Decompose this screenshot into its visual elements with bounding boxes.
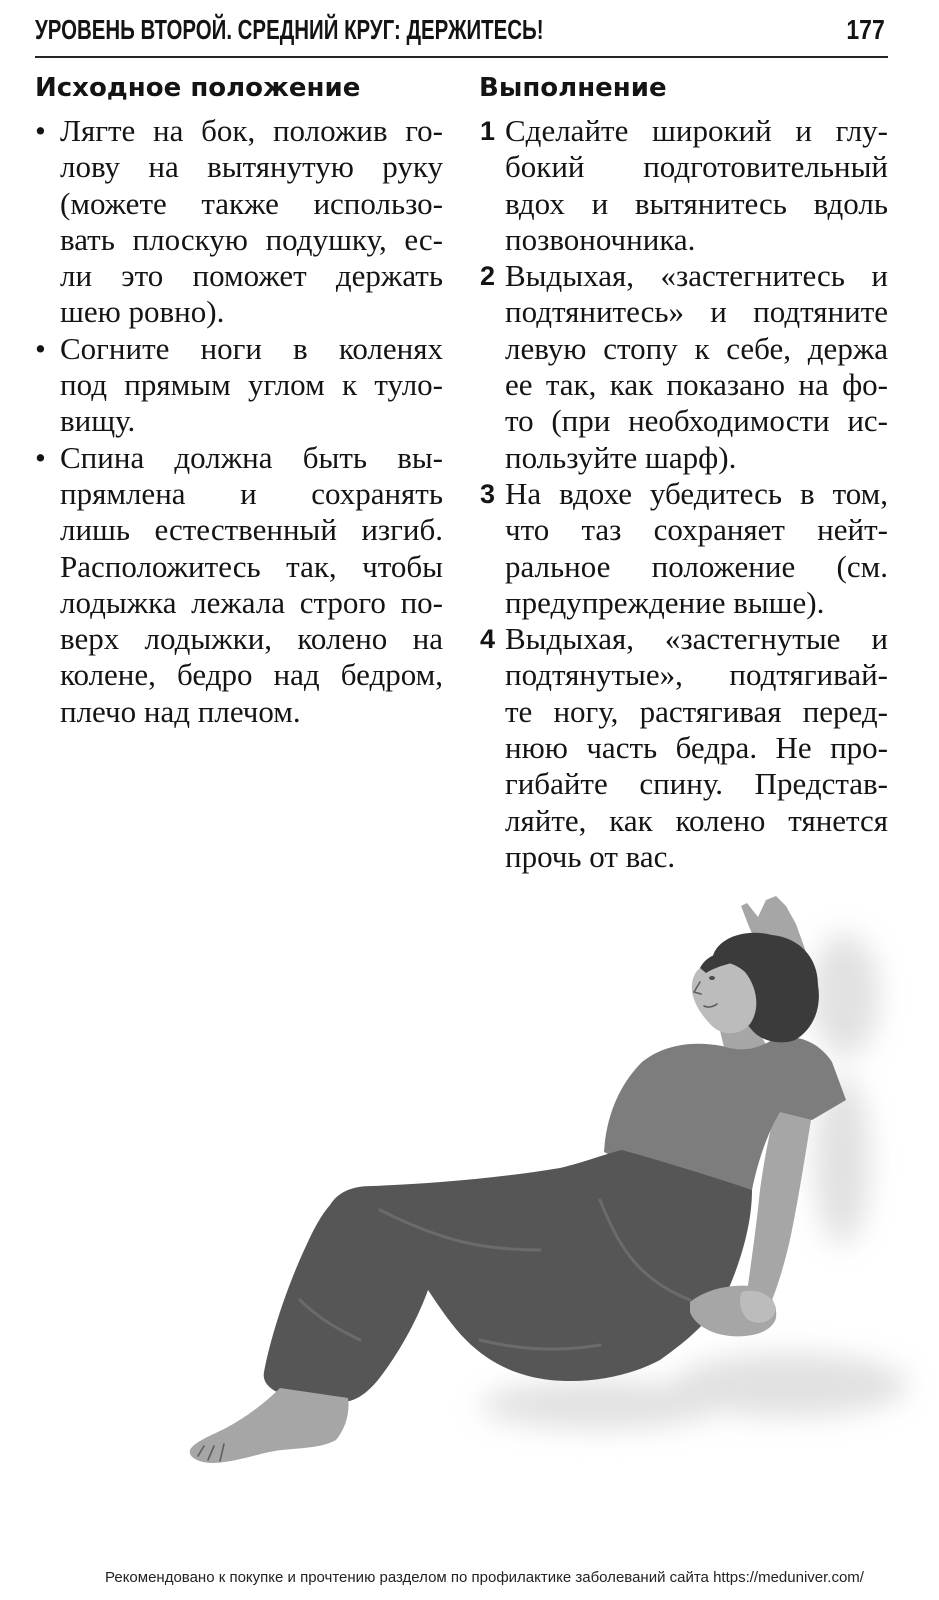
text-line: (можете также использо- [60, 185, 443, 221]
starting-position-column [35, 73, 443, 730]
eye [709, 976, 715, 980]
text-line: Расположитесь так, чтобы [60, 548, 443, 584]
page-number: 177 [846, 14, 885, 45]
step-number: 4 [480, 624, 496, 655]
execution-column [479, 73, 888, 875]
step-item [479, 113, 888, 258]
bullet-item [35, 331, 443, 440]
text-line: предупреждение выше). [505, 584, 825, 620]
exercise-photo [0, 880, 939, 1500]
text-line: нюю часть бедра. Не про- [505, 730, 888, 766]
bare-foot [190, 1388, 349, 1463]
text-line: то (при необходимости ис- [505, 403, 888, 439]
bullet-item [35, 113, 443, 331]
text-line: под прямым углом к туло- [60, 367, 443, 403]
step-number: 1 [480, 116, 496, 146]
text-line: Сделайте широкий и глу- [505, 113, 888, 148]
step-number: 3 [480, 478, 496, 509]
starting-position-heading: Исходное положение [35, 73, 361, 103]
text-line: Выдыхая, «застегнитесь и [505, 258, 888, 294]
pants [264, 1150, 752, 1402]
text-line: шею ровно). [60, 294, 225, 330]
step-number: 2 [480, 261, 496, 292]
execution-heading: Выполнение [479, 73, 667, 103]
text-line: подтянутые», подтягивай- [505, 657, 888, 693]
text-line: ее так, как показано на фо- [505, 367, 888, 403]
text-line: ляйте, как колено тянется [505, 802, 888, 838]
bullet-marker: • [35, 113, 46, 148]
text-line: верх лодыжки, колено на [60, 621, 443, 657]
text-line: вать плоскую подушку, ес- [60, 221, 443, 257]
text-line: прочь от вас. [505, 838, 676, 874]
text-line: лодыжка лежала строго по- [60, 584, 443, 620]
text-line: лишь естественный изгиб. [60, 512, 443, 548]
bullet-marker: • [35, 439, 46, 475]
text-line: колене, бедро над бедром, [60, 657, 443, 693]
text-line: Согните ноги в коленях [60, 330, 443, 366]
running-title: УРОВЕНЬ ВТОРОЙ. СРЕДНИЙ КРУГ: ДЕРЖИТЕСЬ! [35, 14, 544, 45]
text-line: плечо над плечом. [60, 693, 301, 729]
footer-note: Рекомендовано к покупке и прочтению разделом по профилактике заболеваний сайта https://meduniver.com/ [105, 1569, 864, 1586]
bullet-item [35, 440, 443, 730]
text-line: Выдыхая, «застегнутые и [505, 621, 888, 657]
text-line: лову на вытянутую руку [60, 149, 443, 185]
text-line: ли это поможет держать [60, 258, 443, 294]
text-line: гибайте спину. Представ- [505, 766, 888, 802]
bullet-marker: • [35, 330, 46, 366]
step-item [479, 258, 888, 476]
text-line: Лягте на бок, положив го- [60, 113, 443, 148]
text-line: пользуйте шарф). [505, 439, 737, 475]
text-line: Спина должна быть вы- [60, 439, 443, 475]
text-line: что таз сохраняет нейт- [505, 512, 888, 548]
head-shadow [811, 933, 879, 1057]
hip-shadow [480, 1381, 720, 1429]
text-line: левую стопу к себе, держа [505, 330, 888, 366]
step-item [479, 476, 888, 621]
text-line: вищу. [60, 403, 136, 439]
header-rule [35, 56, 888, 58]
text-line: ральное положение (см. [505, 548, 888, 584]
text-line: позвоночника. [505, 221, 696, 257]
step-item [479, 621, 888, 875]
text-line: бокий подготовительный [505, 149, 888, 185]
text-line: На вдохе убедитесь в том, [505, 475, 888, 511]
text-line: подтянитесь» и подтяните [505, 294, 888, 330]
text-line: вдох и вытянитесь вдоль [505, 185, 888, 221]
text-line: те ногу, растягивая перед- [505, 693, 888, 729]
text-line: прямлена и сохранять [60, 475, 443, 511]
